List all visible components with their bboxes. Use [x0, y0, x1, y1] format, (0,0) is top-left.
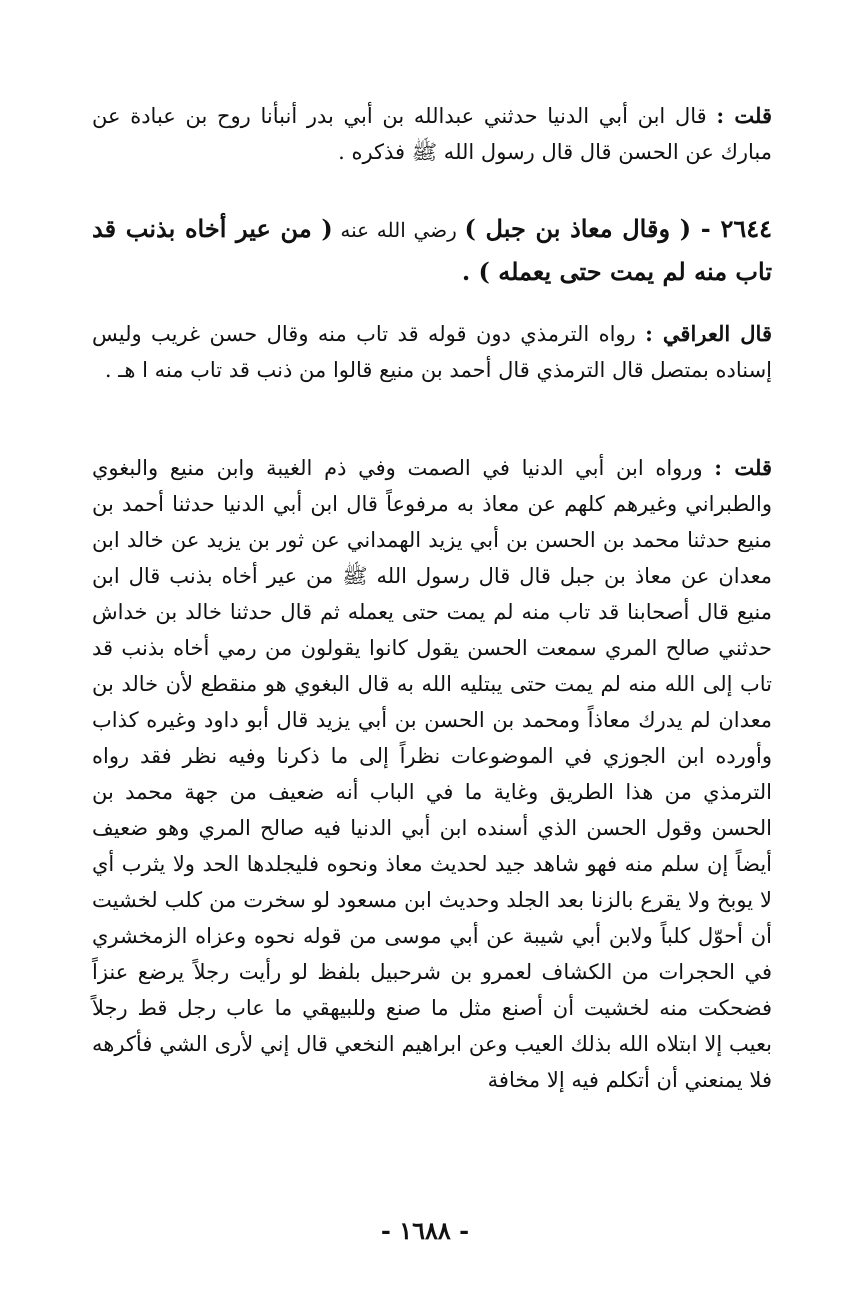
paragraph-lead: قال العراقي :: [645, 321, 772, 346]
hadith-narrator: ( وقال معاذ بن جبل ): [464, 214, 692, 243]
paragraph-lead: قلت :: [716, 103, 772, 128]
page-body: [92, 98, 772, 1092]
paragraph-text: رواه الترمذي دون قوله قد تاب منه وقال حسن غريب وليس إسناده بمتصل قال الترمذي قال أحمد بن منيع قالوا من ذنب قد تاب منه ا هـ .: [92, 322, 772, 382]
hadith-number: ٢٦٤٤ -: [691, 214, 772, 243]
paragraph-text: قال ابن أبي الدنيا حدثني عبدالله بن أبي بدر أنبأنا روح بن عبادة عن مبارك عن الحسن قال قال رسول الله ﷺ فذكره .: [92, 104, 772, 164]
page-number: - ١٦٨٨ -: [380, 1216, 470, 1245]
paragraph-qult-1: [92, 98, 772, 182]
hadith-heading: [92, 208, 772, 292]
hadith-text: ( من عير أخاه بذنب قد تاب منه لم يمت حتى يعمله ) .: [92, 214, 772, 286]
paragraph-iraqi: [92, 316, 772, 424]
paragraph-qult-2: [92, 450, 772, 1092]
paragraph-text: ورواه ابن أبي الدنيا في الصمت وفي ذم الغيبة وابن منيع والبغوي والطبراني وغيرهم كلهم عن معاذ به مرفوعاً قال ابن أبي الدنيا حدثنا أحمد بن منيع حدثنا محمد بن الحسن بن أبي يزيد الهمداني عن ثور بن يزيد عن خالد ابن معدان عن معاذ بن جبل قال قال رسول الله ﷺ من عير أخاه بذنب قال ابن منيع قال أصحابنا قد تاب منه لم يمت حتى يعمله ثم قال حدثنا خالد بن خداش حدثني صالح المري سمعت الحسن يقول كانوا يقولون من رمي أخاه بذنب قد تاب إلى الله منه لم يمت حتى يبتليه الله به قال البغوي هو منقطع لأن خالد بن معدان لم يدرك معاذاً ومحمد بن الحسن بن أبي يزيد قال أبو داود وغيره كذاب وأورده ابن الجوزي في الموضوعات نظراً إلى ما ذكرنا وفيه نظر فقد رواه الترمذي من هذا الطريق وغاية ما في الباب أنه ضعيف من جهة محمد بن الحسن وقول الحسن الذي أسنده ابن أبي الدنيا فيه صالح المري وهو ضعيف أيضاً إن سلم منه فهو شاهد جيد لحديث معاذ ونحوه فليجلدها الحد ولا يثرب أي لا يوبخ ولا يقرع بالزنا بعد الجلد وحديث ابن مسعود لو سخرت من كلب لخشيت أن أحوّل كلباً ولابن أبي شيبة عن أبي موسى من قوله نحوه وعزاه الزمخشري في الحجرات من الكشاف لعمرو بن شرحبيل بلفظ لو رأيت رجلاً يرضع عنزاً فضحكت منه لخشيت أن أصنع مثل ما صنع وللبيهقي ما عاب رجل قط رجلاً بعيب إلا ابتلاه الله بذلك العيب وعن ابراهيم النخعي قال إني لأرى الشي فأكرهه فلا يمنعني أن أتكلم فيه إلا مخافة: [92, 456, 772, 1092]
paragraph-lead: قلت :: [714, 455, 772, 480]
honorific: رضي الله عنه: [332, 218, 465, 242]
